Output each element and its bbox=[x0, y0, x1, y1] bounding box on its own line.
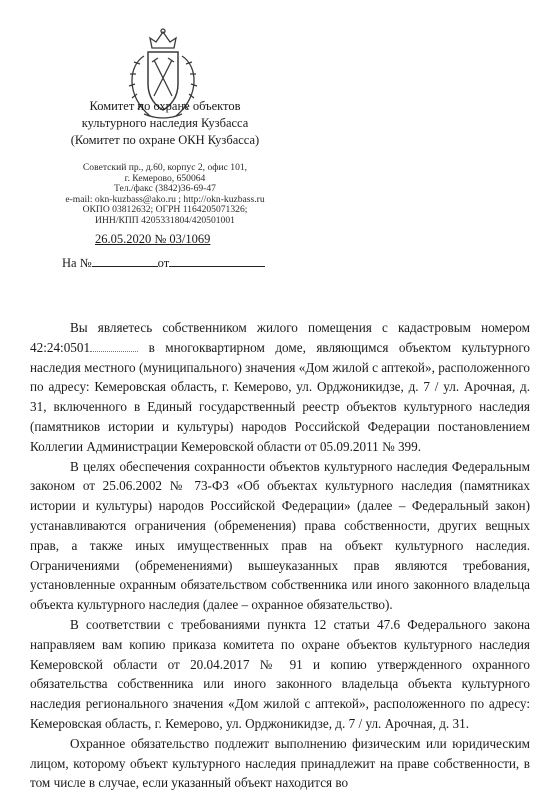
paragraph-2: В целях обеспечения сохранности объектов культурного наследия Федеральным законом от 25.06.2002 № 73-ФЗ «Об объектах культурного наследия (памятниках истории и культуры) народов Российской Федерации» (далее – Федеральный закон) устанавливаются ограничения (обременения) права собственности, других вещных прав, а также иных имущественных прав на объект культурного наследия. Ограничениями (обременениями) вышеуказанных прав являются требования, установленные охранным обязательством собственника или иного законного владельца объекта культурного наследия (далее – охранное обязательство). bbox=[30, 458, 530, 613]
ref-number-blank bbox=[92, 254, 158, 267]
reference-line bbox=[62, 254, 265, 271]
paragraph-3: В соответствии с требованиями пункта 12 статьи 47.6 Федерального закона направляем вам копию приказа комитета по охране объектов культурного наследия Кемеровской области от 20.04.2017 № 91 и копию утвержденного охранного обязательства собственника или иного законного владельца объекта культурного наследия регионального значения «Дом жилой с аптекой», расположенного по адресу: Кемеровская область, г. Кемерово, ул. Орджоникидзе, д. 7 / ул. Арочная, д. 31. bbox=[30, 616, 530, 731]
address-line-2: г. Кемерово, 650064 bbox=[124, 172, 206, 184]
redacted-cadastral-suffix bbox=[90, 341, 138, 352]
org-line-1: Комитет по охране объектов bbox=[89, 99, 241, 113]
ref-date-blank bbox=[169, 254, 265, 267]
organization-name bbox=[30, 98, 300, 149]
letter-body bbox=[30, 318, 530, 793]
email-web-line: e-mail: okn-kuzbass@ako.ru ; http://okn-kuzbass.ru bbox=[65, 193, 265, 205]
paragraph-4: Охранное обязательство подлежит выполнению физическим или юридическим лицом, которому объект культурного наследия принадлежит на праве собственности, в том числе в случае, если указанный объект находится во bbox=[30, 735, 530, 791]
okpo-ogrn-line: ОКПО 03812632; ОГРН 1164205071326; bbox=[82, 204, 248, 216]
outgoing-registration bbox=[95, 232, 210, 247]
org-line-2: культурного наследия Кузбасса bbox=[81, 116, 249, 130]
paragraph-1 bbox=[30, 318, 530, 457]
ref-from: от bbox=[157, 256, 170, 270]
paragraph-1-text-a: Вы являетесь собственником жилого помещения с кадастровым номером 42:24:0501 bbox=[30, 320, 530, 355]
inn-kpp-line: ИНН/КПП 4205331804/420501001 bbox=[95, 214, 235, 226]
organization-contacts bbox=[30, 163, 300, 227]
phone-line: Тел./факс (3842)36-69-47 bbox=[114, 183, 216, 195]
ref-prefix: На № bbox=[62, 256, 92, 270]
address-line-1: Советский пр., д.60, корпус 2, офис 101, bbox=[82, 162, 248, 173]
date-number: 26.05.2020 № 03/1069 bbox=[95, 232, 211, 246]
org-line-3: (Комитет по охране ОКН Кузбасса) bbox=[70, 133, 260, 147]
paragraph-1-text-b: в многоквартирном доме, являющимся объектом культурного наследия местного (муниципального) значения «Дом жилой с аптекой», расположенного по адресу: Кемеровская область, г. Кемерово, ул. Орджоникидзе, д. 7 / ул. Арочная, д. 31, включенного в Единый государственный реестр объектов культурного наследия (памятников истории и культуры) народов Российской Федерации постановлением Коллегии Администрации Кемеровской области от 05.09.2011 № 399. bbox=[30, 339, 530, 454]
